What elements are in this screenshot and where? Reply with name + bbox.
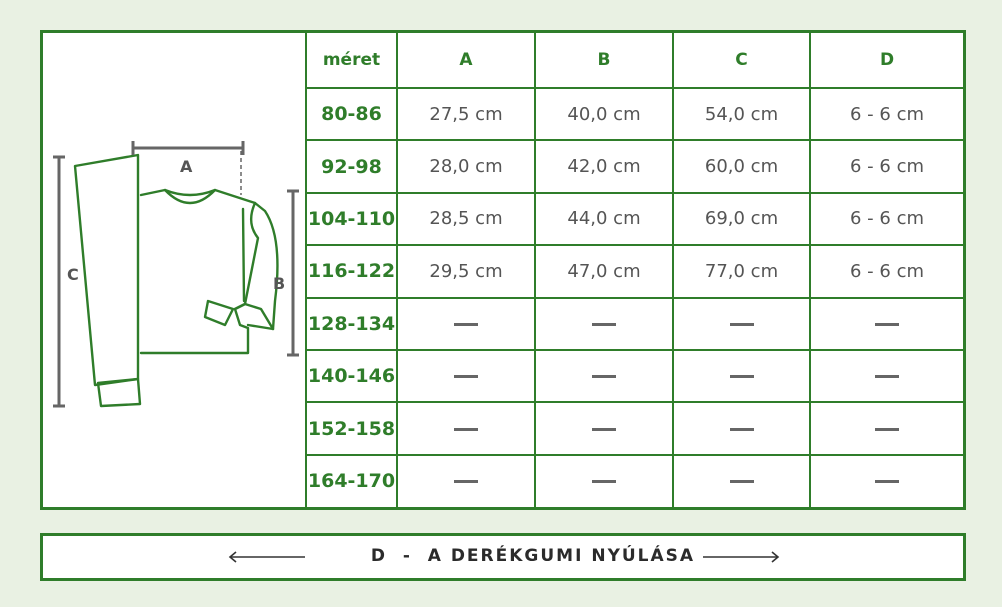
dash-mark (875, 323, 899, 326)
empty-value-cell (673, 350, 810, 402)
header-col-b: B (535, 33, 673, 88)
measurement-lines (53, 141, 299, 406)
empty-value-cell (673, 455, 810, 507)
value-cell: 40,0 cm (535, 88, 673, 140)
footer-note (40, 533, 966, 581)
size-chart (40, 30, 966, 510)
size-cell: 92-98 (307, 140, 397, 192)
value-cell: 29,5 cm (397, 245, 535, 297)
value-cell: 28,5 cm (397, 193, 535, 245)
empty-value-cell (810, 298, 963, 350)
value-cell: 60,0 cm (673, 140, 810, 192)
empty-value-cell (673, 402, 810, 454)
header-col-d: D (810, 33, 963, 88)
dash-mark (454, 480, 478, 483)
dimension-label-a: A (180, 157, 193, 176)
value-cell: 44,0 cm (535, 193, 673, 245)
value-cell: 69,0 cm (673, 193, 810, 245)
dash-mark (730, 323, 754, 326)
dash-mark (454, 323, 478, 326)
empty-value-cell (535, 402, 673, 454)
empty-value-cell (397, 298, 535, 350)
dash-mark (730, 480, 754, 483)
value-cell: 27,5 cm (397, 88, 535, 140)
sweater-outline-illustration (43, 33, 305, 507)
dash-mark (875, 375, 899, 378)
value-cell: 47,0 cm (535, 245, 673, 297)
header-col-a: A (397, 33, 535, 88)
dash-mark (592, 480, 616, 483)
table-row (307, 140, 963, 192)
empty-value-cell (397, 350, 535, 402)
value-cell: 28,0 cm (397, 140, 535, 192)
size-cell: 80-86 (307, 88, 397, 140)
dash-mark (592, 323, 616, 326)
dash-mark (454, 375, 478, 378)
value-cell: 6 - 6 cm (810, 88, 963, 140)
waistband-note: D - A DERÉKGUMI NYÚLÁSA (370, 546, 696, 566)
value-cell: 6 - 6 cm (810, 245, 963, 297)
dash-mark (875, 428, 899, 431)
empty-value-cell (535, 455, 673, 507)
empty-value-cell (810, 402, 963, 454)
value-cell: 6 - 6 cm (810, 193, 963, 245)
size-cell: 152-158 (307, 402, 397, 454)
table-row (307, 455, 963, 507)
dash-mark (454, 428, 478, 431)
table-row (307, 193, 963, 245)
table-row (307, 298, 963, 350)
size-cell: 128-134 (307, 298, 397, 350)
table-row (307, 402, 963, 454)
dash-mark (592, 375, 616, 378)
empty-value-cell (535, 350, 673, 402)
header-col-c: C (673, 33, 810, 88)
dash-mark (730, 428, 754, 431)
value-cell: 54,0 cm (673, 88, 810, 140)
garment-diagram (43, 33, 307, 507)
dash-mark (592, 428, 616, 431)
table-row (307, 350, 963, 402)
table-row (307, 88, 963, 140)
size-cell: 116-122 (307, 245, 397, 297)
empty-value-cell (673, 298, 810, 350)
size-table (307, 33, 963, 507)
empty-value-cell (810, 350, 963, 402)
size-cell: 140-146 (307, 350, 397, 402)
header-size: méret (307, 33, 397, 88)
dimension-label-c: C (67, 265, 79, 284)
dash-mark (730, 375, 754, 378)
size-cell: 164-170 (307, 455, 397, 507)
empty-value-cell (397, 455, 535, 507)
value-cell: 42,0 cm (535, 140, 673, 192)
table-row (307, 245, 963, 297)
empty-value-cell (535, 298, 673, 350)
value-cell: 6 - 6 cm (810, 140, 963, 192)
dimension-label-b: B (273, 274, 286, 293)
size-cell: 104-110 (307, 193, 397, 245)
empty-value-cell (810, 455, 963, 507)
header-row (307, 33, 963, 88)
dash-mark (875, 480, 899, 483)
value-cell: 77,0 cm (673, 245, 810, 297)
empty-value-cell (397, 402, 535, 454)
